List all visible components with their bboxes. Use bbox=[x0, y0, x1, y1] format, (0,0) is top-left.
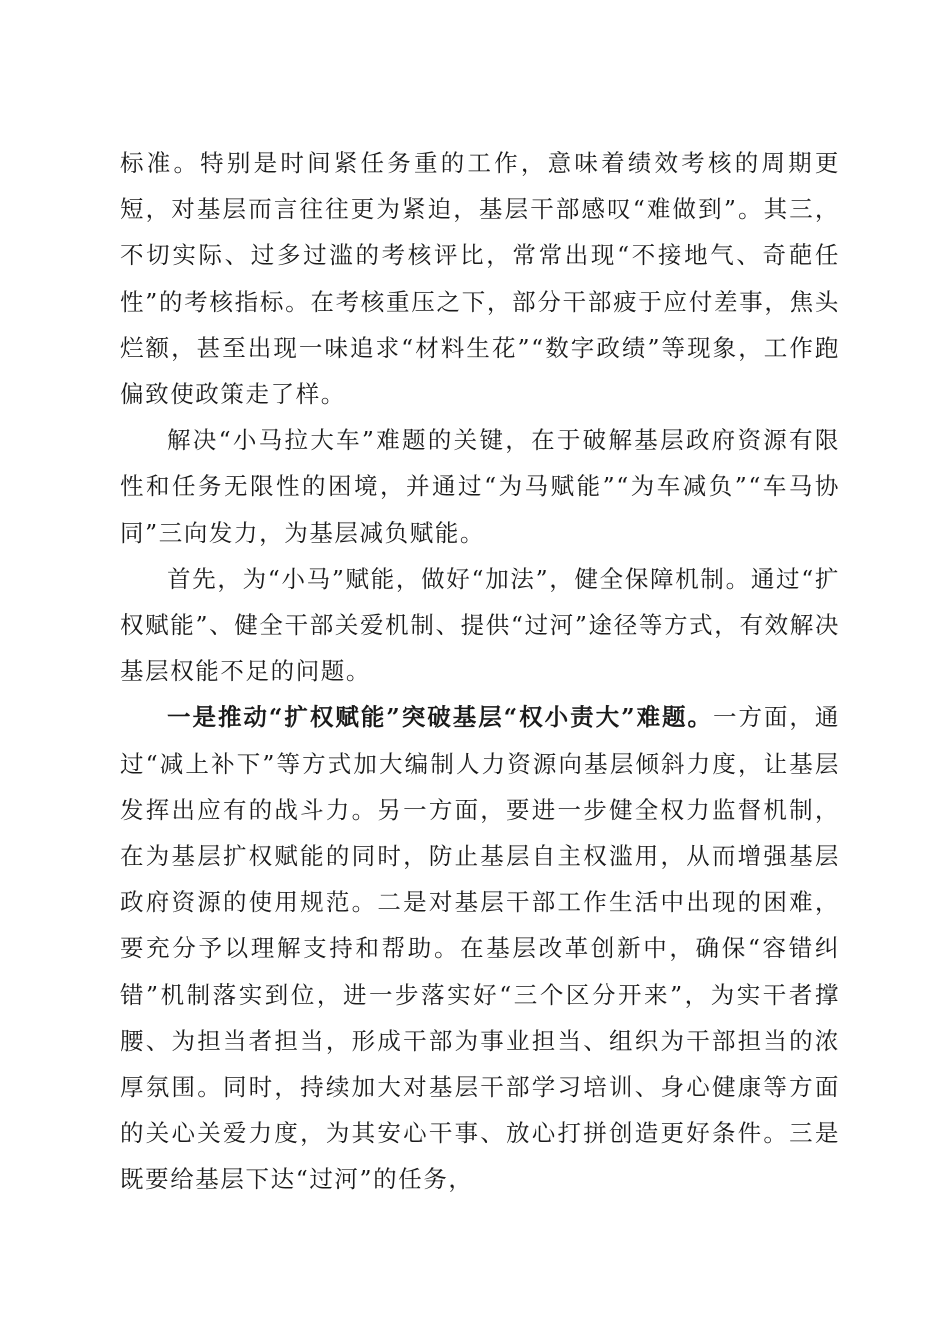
document-body bbox=[120, 140, 840, 1203]
paragraph-4-bold-lead: 一是推动“扩权赋能”突破基层“权小责大”难题。 bbox=[167, 703, 713, 732]
paragraph-2-text: 解决“小马拉大车”难题的关键，在于破解基层政府资源有限性和任务无限性的困境，并通过“为马赋能”“为车减负”“车马协同”三向发力，为基层减负赋能。 bbox=[120, 426, 840, 547]
paragraph-4-text: 一方面，通过“减上补下”等方式加大编制人力资源向基层倾斜力度，让基层发挥出应有的战斗力。另一方面，要进一步健全权力监督机制，在为基层扩权赋能的同时，防止基层自主权滥用，从而增强基层政府资源的使用规范。二是对基层干部工作生活中出现的困难，要充分予以理解支持和帮助。在基层改革创新中，确保“容错纠错”机制落实到位，进一步落实好“三个区分开来”，为实干者撑腰、为担当者担当，形成干部为事业担当、组织为干部担当的浓厚氛围。同时，持续加大对基层干部学习培训、身心健康等方面的关心关爱力度，为其安心干事、放心打拼创造更好条件。三是既要给基层下达“过河”的任务， bbox=[120, 703, 840, 1194]
paragraph-4 bbox=[120, 694, 840, 1202]
paragraph-2 bbox=[120, 417, 840, 556]
paragraph-1-text: 标准。特别是时间紧任务重的工作，意味着绩效考核的周期更短，对基层而言往往更为紧迫，基层干部感叹“难做到”。其三，不切实际、过多过滥的考核评比，常常出现“不接地气、奇葩任性”的考核指标。在考核重压之下，部分干部疲于应付差事，焦头烂额，甚至出现一味追求“材料生花”“数字政绩”等现象，工作跑偏致使政策走了样。 bbox=[120, 149, 840, 409]
paragraph-1 bbox=[120, 140, 840, 417]
paragraph-3 bbox=[120, 556, 840, 695]
paragraph-3-text: 首先，为“小马”赋能，做好“加法”，健全保障机制。通过“扩权赋能”、健全干部关爱机制、提供“过河”途径等方式，有效解决基层权能不足的问题。 bbox=[120, 564, 840, 686]
